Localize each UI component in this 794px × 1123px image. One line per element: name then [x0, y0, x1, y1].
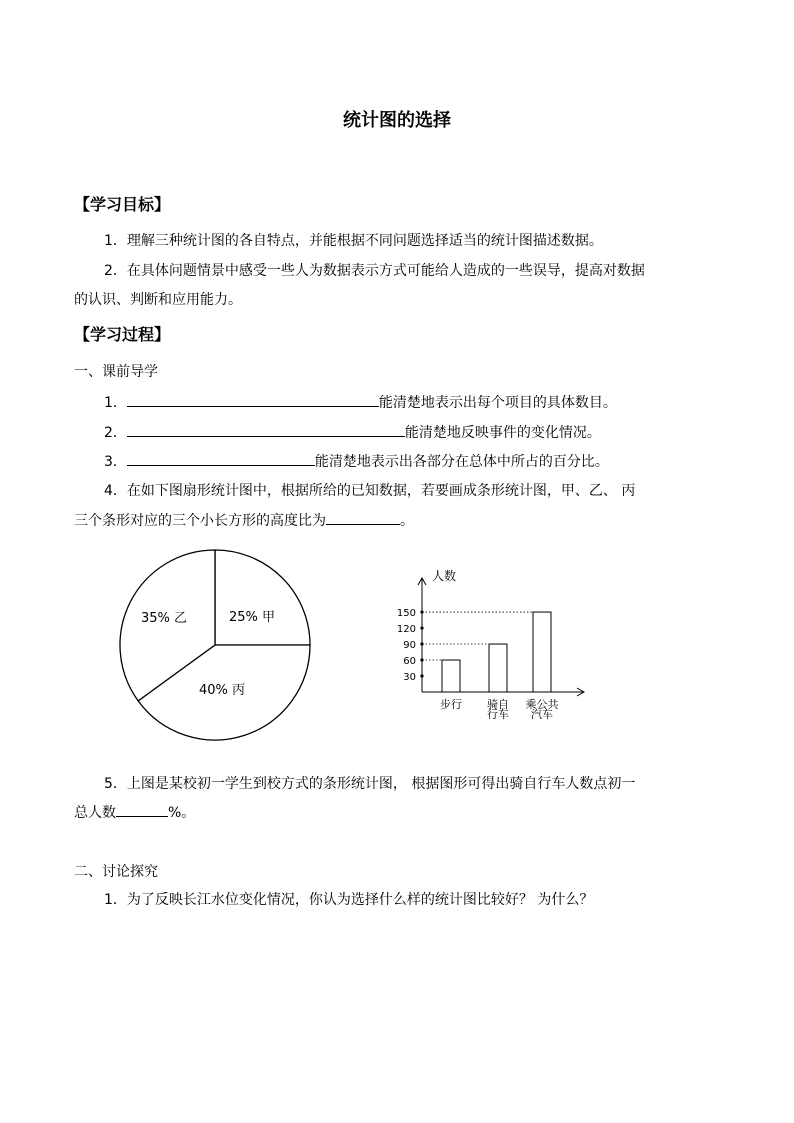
- y-tick-120: [420, 626, 423, 629]
- question-3-number: 3．: [104, 454, 127, 470]
- question-2-text: 能清楚地反映事件的变化情况。: [404, 425, 601, 441]
- y-tick-label-120: 120: [396, 624, 416, 636]
- pie-slices: [120, 550, 310, 740]
- y-tick-label-60: 60: [403, 656, 416, 668]
- question-2: [104, 422, 601, 443]
- answer-blank-5[interactable]: [116, 802, 168, 817]
- goals-heading: 【学习目标】: [74, 195, 171, 214]
- y-tick-label-30: 30: [403, 672, 416, 684]
- question-4-end: 。: [400, 513, 414, 529]
- part2-question-1: 1．为了反映长江水位变化情况，你认为选择什么样的统计图比较好？ 为什么？: [104, 892, 594, 908]
- process-heading: 【学习过程】: [74, 325, 171, 344]
- answer-blank-3[interactable]: [127, 451, 315, 466]
- bar-chart-marks: [397, 568, 584, 721]
- question-4-line-1: 4．在如下图扇形统计图中，根据所给的已知数据，若要画成条形统计图，甲、乙、 丙: [104, 483, 636, 499]
- y-tick-label-150: 150: [396, 608, 416, 620]
- question-5-end: %。: [168, 805, 196, 821]
- pie-slice-甲: [215, 550, 310, 645]
- part2-heading: 二、讨论探究: [74, 864, 158, 880]
- goal-item-2-line-1: 2．在具体问题情景中感受一些人为数据表示方式可能给人造成的一些误导，提高对数据: [104, 263, 645, 279]
- question-1: [104, 392, 617, 413]
- x-tick-label-步行: 步行: [440, 698, 462, 711]
- pie-chart: [112, 545, 318, 745]
- y-axis-label: 人数: [432, 569, 457, 583]
- question-1-text: 能清楚地表示出每个项目的具体数目。: [378, 395, 617, 411]
- question-5-text: 总人数: [74, 805, 116, 821]
- question-3: [104, 451, 609, 472]
- pie-label-丙: 40% 丙: [198, 683, 246, 698]
- answer-blank-1[interactable]: [127, 392, 379, 407]
- bar-chart: [390, 560, 600, 730]
- question-4-line-2: [74, 510, 414, 531]
- question-5-line-1: 5．上图是某校初一学生到校方式的条形统计图， 根据图形可得出骑自行车人数点初一: [104, 776, 636, 792]
- page-title: 统计图的选择: [343, 110, 451, 131]
- goal-item-1: 1．理解三种统计图的各自特点，并能根据不同问题选择适当的统计图描述数据。: [104, 233, 603, 249]
- question-5-line-2: [74, 802, 195, 823]
- pie-label-甲: 25% 甲: [228, 610, 276, 625]
- part1-heading: 一、课前导学: [74, 364, 158, 380]
- question-3-text: 能清楚地表示出各部分在总体中所占的百分比。: [314, 454, 609, 470]
- answer-blank-2[interactable]: [127, 422, 405, 437]
- x-tick-label-乘公共汽车: 乘公共汽车: [525, 698, 559, 721]
- question-4-text: 三个条形对应的三个小长方形的高度比为: [74, 513, 326, 529]
- pie-label-乙: 35% 乙: [140, 611, 188, 626]
- question-2-number: 2．: [104, 425, 127, 441]
- y-tick-30: [420, 674, 423, 677]
- x-tick-label-骑自行车: 骑自行车: [487, 698, 509, 721]
- bar-骑自行车: [489, 644, 507, 692]
- bar-步行: [442, 660, 460, 692]
- question-1-number: 1．: [104, 395, 127, 411]
- bar-乘公共汽车: [533, 612, 551, 692]
- goal-item-2-line-2: 的认识、判断和应用能力。: [74, 292, 242, 308]
- y-tick-label-90: 90: [403, 640, 416, 652]
- answer-blank-4[interactable]: [326, 510, 400, 525]
